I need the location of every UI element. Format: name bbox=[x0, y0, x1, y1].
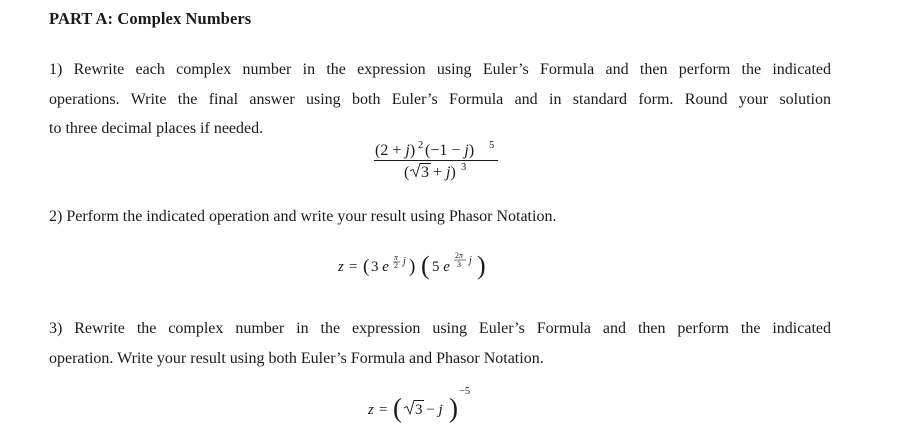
svg-text:(: ( bbox=[393, 393, 402, 423]
svg-text:(: ( bbox=[363, 256, 370, 277]
svg-text:3 + j): 3 + j) bbox=[421, 164, 456, 181]
svg-text:z: z bbox=[338, 259, 344, 275]
question-1-expression bbox=[372, 138, 522, 188]
svg-text:2: 2 bbox=[418, 140, 424, 151]
svg-text:(: ( bbox=[404, 164, 410, 181]
svg-text:π: π bbox=[394, 253, 399, 262]
svg-text:): ) bbox=[477, 251, 486, 280]
svg-text:j: j bbox=[469, 255, 472, 266]
question-2-text bbox=[49, 202, 831, 232]
svg-text:z: z bbox=[368, 402, 374, 418]
svg-text:(2 + j): (2 + j) bbox=[375, 142, 416, 159]
question-2-expression bbox=[338, 245, 538, 285]
svg-text:5 e: 5 e bbox=[432, 259, 450, 275]
question-3-text bbox=[49, 314, 831, 373]
svg-text:=: = bbox=[349, 259, 358, 275]
svg-text:3 − j: 3 − j bbox=[415, 402, 443, 418]
expression-1-numerator bbox=[375, 140, 494, 159]
question-3-expression bbox=[360, 380, 530, 428]
svg-text:j: j bbox=[403, 256, 406, 267]
svg-text:2π: 2π bbox=[455, 251, 464, 260]
svg-text:−5: −5 bbox=[459, 386, 471, 397]
svg-text:): ) bbox=[449, 393, 458, 423]
svg-text:3: 3 bbox=[457, 260, 461, 269]
part-heading: PART A: Complex Numbers bbox=[49, 9, 252, 28]
question-3-line-1: 3) Rewrite the complex number in the expression using Euler’s Formula and then perform the indicated bbox=[49, 320, 831, 337]
svg-text:): ) bbox=[409, 256, 416, 277]
svg-text:(−1 − j): (−1 − j) bbox=[425, 142, 475, 159]
svg-text:3: 3 bbox=[461, 162, 467, 173]
svg-text:2: 2 bbox=[394, 261, 398, 270]
expression-1-denominator bbox=[404, 162, 466, 181]
svg-text:3 e: 3 e bbox=[371, 259, 389, 275]
question-2-line-1: 2) Perform the indicated operation and write your result using Phasor Notation. bbox=[49, 208, 557, 225]
svg-text:=: = bbox=[379, 402, 388, 418]
svg-text:5: 5 bbox=[489, 140, 495, 151]
question-1-text bbox=[49, 55, 831, 144]
question-1-line-3: to three decimal places if needed. bbox=[49, 120, 264, 137]
question-1-line-2: operations. Write the final answer using both Euler’s Formula and in standard form. Round your solution bbox=[49, 90, 831, 108]
question-3-line-2: operation. Write your result using both Euler’s Formula and Phasor Notation. bbox=[49, 349, 544, 367]
svg-text:(: ( bbox=[421, 251, 430, 280]
question-1-line-1: 1) Rewrite each complex number in the expression using Euler’s Formula and then perform the indicated bbox=[49, 61, 831, 78]
